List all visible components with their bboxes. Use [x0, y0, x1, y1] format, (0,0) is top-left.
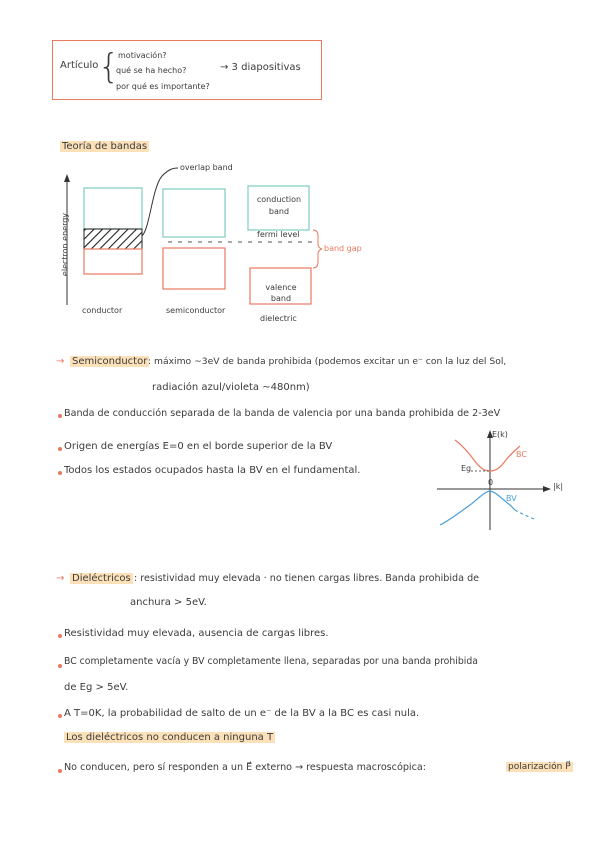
graph-eg-label: Eg — [461, 464, 472, 473]
bullet — [58, 664, 62, 668]
header-item-3: por qué es importante? — [116, 82, 210, 91]
diel-bullet-3: A T=0K, la probabilidad de salto de un e⁻ de la BV a la BC es casi nula. — [64, 708, 420, 719]
semi-bullet-3: Todos los estados ocupados hasta la BV en el fundamental. — [64, 465, 361, 476]
diel-bullet-3-highlight: Los dieléctricos no conducen a ninguna T — [66, 732, 274, 743]
conduction-band-label: conduction band — [256, 195, 302, 216]
diel-arrow: → — [56, 573, 65, 584]
bullet — [58, 714, 62, 718]
graph-x-label: |k| — [553, 482, 564, 491]
diel-line-2: anchura > 5eV. — [130, 597, 207, 608]
caption-semiconductor: semiconductor — [166, 306, 226, 315]
caption-dielectric: dielectric — [260, 314, 297, 323]
semi-title: Semiconductor — [72, 356, 148, 367]
diel-bullet-4: No conducen, pero sí responden a un E⃗ externo → respuesta macroscópica: — [64, 762, 426, 773]
caption-conductor: conductor — [82, 306, 123, 315]
valence-band-label: valence band — [265, 283, 297, 303]
diel-title: Dieléctricos — [72, 573, 131, 584]
header-brace: { — [98, 47, 120, 87]
semi-line-2: radiación azul/violeta ~480nm) — [152, 382, 310, 393]
semi-bullet-1: Banda de conducción separada de la banda de valencia por una banda prohibida de 2-3eV — [64, 408, 501, 419]
graph-origin-label: 0 — [488, 478, 494, 487]
bv-curve — [440, 491, 515, 525]
graph-y-label: E(k) — [492, 430, 508, 439]
section-title: Teoría de bandas — [62, 141, 148, 152]
header-result: → 3 diapositivas — [220, 62, 301, 73]
semi-line-1: : máximo ~3eV de banda prohibida (podemos excitar un e⁻ con la luz del Sol, — [148, 356, 507, 367]
bullet — [58, 634, 62, 638]
diel-bullet-2a: BC completamente vacía y BV completamente llena, separadas por una banda prohibida — [64, 656, 478, 667]
axis-label: electron energy — [60, 212, 70, 277]
header-item-2: qué se ha hecho? — [116, 66, 187, 75]
header-label: Artículo — [60, 60, 99, 71]
semi-bullet-2: Origen de energías E=0 en el borde superior de la BV — [64, 441, 333, 452]
graph-bv-label: BV — [506, 494, 517, 503]
semi-arrow: → — [56, 356, 65, 367]
bullet — [58, 769, 62, 773]
diel-line-1: : resistividad muy elevada · no tienen cargas libres. Banda prohibida de — [134, 573, 480, 584]
overlap-label: overlap band — [180, 163, 233, 172]
band-gap-label: band gap — [324, 244, 362, 253]
diel-bullet-1: Resistividad muy elevada, ausencia de cargas libres. — [64, 628, 329, 639]
diel-bullet-4-highlight: polarización P⃗ — [508, 762, 571, 772]
header-item-1: motivación? — [118, 51, 167, 60]
fermi-level-label: fermi level — [257, 230, 300, 239]
graph-bc-label: BC — [516, 450, 527, 459]
diel-bullet-2b: de Eg > 5eV. — [64, 682, 129, 693]
